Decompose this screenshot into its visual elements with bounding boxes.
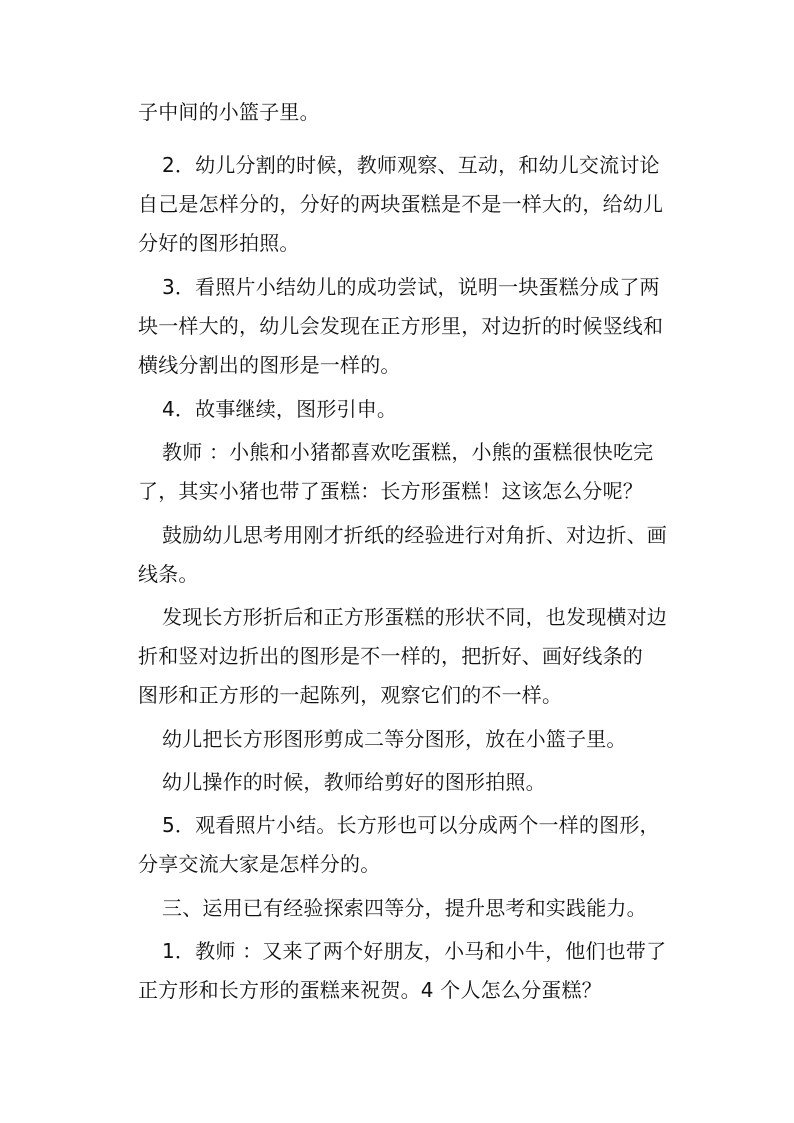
text-line-3: 自己是怎样分的，分好的两块蛋糕是不是一样大的，给幼儿	[138, 192, 664, 216]
text-line-12: 线条。	[138, 562, 199, 586]
text-line-8: 4．故事继续，图形引申。	[162, 397, 398, 421]
text-line-5: 3．看照片小结幼儿的成功尝试，说明一块蛋糕分成了两	[162, 275, 660, 299]
text-line-21: 1．教师 ：又来了两个好朋友，小马和小牛，他们也带了	[162, 939, 667, 963]
text-line-11: 鼓励幼儿思考用刚才折纸的经验进行对角折、对边折、画	[162, 523, 667, 547]
text-line-19: 分享交流大家是怎样分的。	[138, 852, 381, 876]
text-line-10: 了，其实小猪也带了蛋糕：长方形蛋糕！这该怎么分呢？	[138, 479, 643, 503]
text-line-15: 图形和正方形的一起陈列，观察它们的不一样。	[138, 683, 563, 707]
text-line-4: 分好的图形拍照。	[138, 231, 300, 255]
text-line-9: 教师 ：小熊和小猪都喜欢吃蛋糕，小熊的蛋糕很快吃完	[162, 440, 654, 464]
text-line-22: 正方形和长方形的蛋糕来祝贺。4 个人怎么分蛋糕？	[138, 978, 602, 1002]
text-line-2: 2．幼儿分割的时候，教师观察、互动，和幼儿交流讨论	[162, 153, 660, 177]
text-line-1: 子中间的小篮子里。	[138, 100, 320, 124]
text-line-17: 幼儿操作的时候，教师给剪好的图形拍照。	[162, 770, 546, 794]
text-line-20: 三、运用已有经验探索四等分，提升思考和实践能力。	[162, 896, 647, 920]
text-line-16: 幼儿把长方形图形剪成二等分图形，放在小篮子里。	[162, 727, 627, 751]
text-line-7: 横线分割出的图形是一样的。	[138, 353, 401, 377]
text-line-18: 5．观看照片小结。长方形也可以分成两个一样的图形，	[162, 813, 660, 837]
text-line-6: 块一样大的，幼儿会发现在正方形里，对边折的时候竖线和	[138, 314, 664, 338]
text-line-14: 折和竖对边折出的图形是不一样的，把折好、画好线条的	[138, 644, 643, 668]
text-line-13: 发现长方形折后和正方形蛋糕的形状不同，也发现横对边	[162, 605, 667, 629]
